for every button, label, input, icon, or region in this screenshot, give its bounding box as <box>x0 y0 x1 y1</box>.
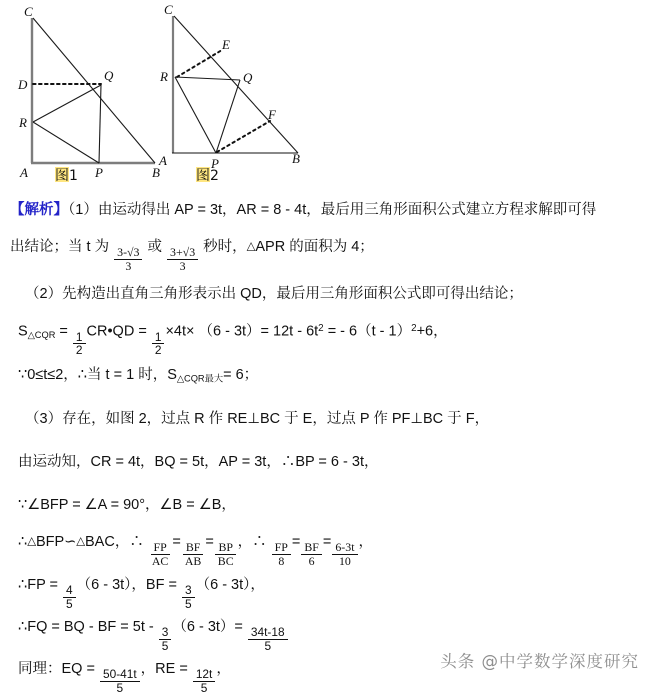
solution-line-1-text: （1）由运动得出 AP = 3t，AR = 8 - 4t，最后用三角形面积公式建立方程求解即可得 <box>68 202 597 218</box>
fraction-50-minus-41t-over-5 <box>100 668 140 694</box>
fraction-denominator: 2 <box>154 343 162 358</box>
solution-line-9-end: ， <box>358 534 373 550</box>
equals-2: = <box>205 534 214 550</box>
fraction-bf-over-6 <box>301 541 322 567</box>
fraction-4-over-5 <box>63 584 76 610</box>
solution-line-10-a: ∴FP = <box>18 577 58 593</box>
fraction-denominator: 3 <box>125 258 132 273</box>
fig2-label-R: R <box>160 69 168 84</box>
solution-line-1 <box>10 203 596 218</box>
equals-3: = <box>291 534 301 550</box>
solution-line-4-d: = - 6（t - 1） <box>327 323 412 340</box>
fraction-numerator: 3 <box>182 584 195 597</box>
fraction-denominator: 5 <box>200 680 208 695</box>
fraction-6-minus-3t-over-10 <box>332 541 357 567</box>
fraction-numerator: 3+√3 <box>167 246 198 259</box>
fig2-segment-CB <box>174 16 298 153</box>
fig1-label-D: D <box>18 77 28 92</box>
fig2-segment-QP <box>216 80 240 153</box>
solution-line-3-text: （2）先构造出直角三角形表示出 QD，最后用三角形面积公式即可得出结论； <box>25 286 523 302</box>
area-subscript-cqr: △CQR <box>27 330 56 341</box>
solution-line-12 <box>18 662 231 694</box>
analysis-tag: 【解析】 <box>10 202 68 218</box>
fraction-one-half-b <box>152 331 165 357</box>
fraction-denominator: 10 <box>338 553 351 568</box>
fraction-denominator: 2 <box>75 343 83 358</box>
area-symbol-S: S <box>18 323 28 340</box>
solution-line-10-b: （6 - 3t），BF = <box>76 577 177 593</box>
fraction-denominator: 5 <box>116 680 124 695</box>
fraction-12t-over-5 <box>193 668 216 694</box>
solution-line-4 <box>18 324 448 356</box>
triangle-symbol-1: △ <box>27 535 36 548</box>
solution-line-5 <box>18 368 258 384</box>
fraction-denominator: 5 <box>185 596 192 611</box>
solution-line-6 <box>10 412 489 427</box>
fraction-bp-over-bc <box>215 541 237 567</box>
solution-line-9-comma: ，∴ <box>237 534 267 550</box>
solution-line-11-a: ∴FQ = BQ - BF = 5t - <box>18 619 154 635</box>
solution-line-10 <box>18 578 265 610</box>
fraction-one-half-a <box>73 331 86 357</box>
fraction-denominator: BC <box>217 553 234 568</box>
fraction-denominator: 3 <box>179 258 186 273</box>
solution-line-7-text: 由运动知，CR = 4t，BQ = 5t，AP = 3t，∴BP = 6 - 3t， <box>18 454 379 470</box>
figures-panel <box>0 0 649 190</box>
fig1-label-A: A <box>20 165 28 180</box>
solution-line-2 <box>10 240 374 272</box>
solution-line-2-post: 秒时， <box>203 239 247 255</box>
fig2-label-P: P <box>211 156 219 171</box>
exponent-2-b: 2 <box>411 323 417 334</box>
fig2-label-F: F <box>268 107 276 122</box>
solution-line-6-text: （3）存在，如图 2，过点 R 作 RE⊥BC 于 E，过点 P 作 PF⊥BC 于 F， <box>25 411 490 427</box>
solution-line-2-tail: APR 的面积为 4； <box>255 239 374 255</box>
fig1-label-C: C <box>24 4 33 19</box>
fraction-numerator: 6-3t <box>332 541 357 554</box>
equals-1: = <box>172 534 181 550</box>
solution-line-11 <box>18 620 289 652</box>
fraction-numerator: 4 <box>63 584 76 597</box>
fraction-numerator: BP <box>215 541 236 554</box>
exponent-2-a: 2 <box>318 323 324 334</box>
fraction-numerator: 12t <box>193 668 216 681</box>
triangle-symbol: △ <box>246 240 256 253</box>
fraction-numerator: 50-41t <box>100 668 140 681</box>
fraction-denominator: AC <box>151 553 169 568</box>
solution-line-9-c: BAC，∴ <box>85 534 144 550</box>
solution-line-10-c: （6 - 3t）， <box>195 577 265 593</box>
fig1-label-P: P <box>95 165 103 180</box>
equals-sign: = <box>59 323 68 340</box>
fraction-bf-over-ab <box>182 541 205 567</box>
fig1-caption: 图1 <box>55 168 78 184</box>
figure-1 <box>17 4 160 184</box>
fraction-34t-minus-18-over-5 <box>248 626 288 652</box>
fraction-numerator: BF <box>301 541 322 554</box>
fraction-denominator: 5 <box>264 638 272 653</box>
fraction-denominator: AB <box>184 553 202 568</box>
fraction-numerator: FP <box>151 541 170 554</box>
fig1-label-B: B <box>152 165 160 180</box>
fig2-label-C: C <box>164 2 173 17</box>
solution-line-12-c: ， <box>216 661 231 677</box>
fig2-label-Q: Q <box>243 70 253 85</box>
fig2-label-A: A <box>159 153 167 168</box>
solution-line-2-pre: 出结论；当 t 为 <box>10 239 110 255</box>
fraction-numerator: 1 <box>152 331 165 344</box>
solution-line-5-a: ∵0≤t≤2，∴当 t = 1 时，S <box>18 367 177 383</box>
fraction-fp-over-8 <box>272 541 291 567</box>
fraction-denominator: 6 <box>308 553 315 568</box>
triangle-symbol-2: △ <box>76 535 85 548</box>
solution-line-8 <box>18 498 236 513</box>
equals-4: = <box>322 534 332 550</box>
solution-line-7 <box>18 455 378 470</box>
fraction-denominator: 5 <box>66 596 73 611</box>
fig2-label-E: E <box>222 37 230 52</box>
solution-line-4-b: CR•QD = <box>86 323 147 340</box>
fraction-fp-over-ac <box>149 541 172 567</box>
fig1-segment-RP <box>33 122 99 163</box>
solution-line-12-a: 同理：EQ = <box>18 661 95 677</box>
solution-line-9-b: BFP∽ <box>35 534 77 550</box>
fig1-label-R: R <box>19 115 27 130</box>
fraction-numerator: BF <box>183 541 204 554</box>
fig1-segment-CB <box>33 18 155 163</box>
fig2-caption: 图2 <box>196 168 219 184</box>
fraction-numerator: 3-√3 <box>114 246 142 259</box>
solution-line-11-b: （6 - 3t）= <box>172 619 243 635</box>
fraction-numerator: FP <box>272 541 291 554</box>
solution-line-12-b: ，RE = <box>140 661 188 677</box>
fig1-segment-RQ <box>33 85 101 122</box>
solution-line-3 <box>10 287 523 302</box>
figure-2 <box>158 2 300 184</box>
fig1-label-Q: Q <box>104 68 114 83</box>
geometry-figures-svg <box>0 0 649 190</box>
fraction-denominator: 8 <box>278 553 285 568</box>
solution-line-9 <box>18 535 373 567</box>
fig2-label-B: B <box>292 151 300 166</box>
fraction-3-over-5-a <box>182 584 195 610</box>
solution-line-2-or: 或 <box>147 239 163 255</box>
solution-line-5-b: = 6； <box>223 367 259 383</box>
solution-line-8-text: ∵∠BFP = ∠A = 90°，∠B = ∠B， <box>18 497 236 513</box>
fraction-3-over-5-b <box>159 626 172 652</box>
solution-line-4-c: ×4t× （6 - 3t）= 12t - 6t <box>165 323 319 340</box>
area-subscript-cqr-max: △CQR最大 <box>176 373 224 384</box>
fraction-numerator: 1 <box>73 331 86 344</box>
therefore-symbol: ∴ <box>18 534 28 550</box>
fig2-segment-RP <box>175 77 216 153</box>
watermark-text: 头条 @中学数学深度研究 <box>440 652 639 671</box>
fraction-numerator: 34t-18 <box>248 626 288 639</box>
fraction-numerator: 3 <box>159 626 172 639</box>
fraction-3-plus-sqrt3-over-3 <box>167 246 198 272</box>
fraction-denominator: 5 <box>161 638 169 653</box>
fraction-3-minus-sqrt3-over-3 <box>114 246 142 272</box>
solution-line-4-e: +6， <box>416 323 448 340</box>
fig2-segment-RE-dotted <box>177 50 222 77</box>
